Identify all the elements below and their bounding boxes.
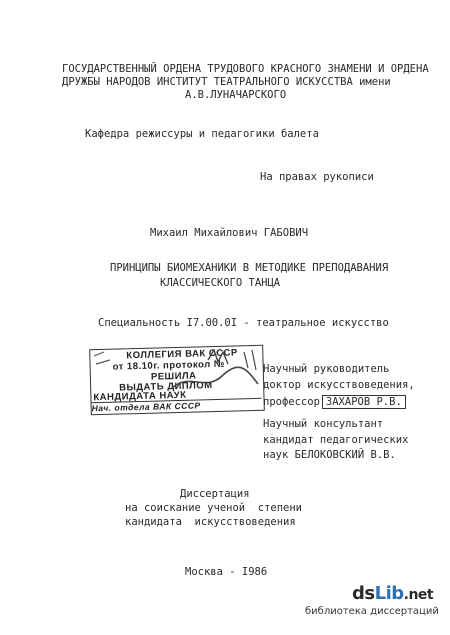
supervisor-title-line	[263, 396, 406, 408]
logo-ds-text: ds	[352, 583, 375, 604]
stamp-line-5: КАНДИДАТА НАУК	[93, 389, 187, 404]
stamp-line-4: ВЫДАТЬ ДИПЛОМ	[119, 380, 213, 394]
specialty-line: Специальность I7.00.0I - театральное искусство	[98, 317, 389, 329]
manuscript-rights-note: На правах рукописи	[260, 171, 374, 183]
consultant-degree: кандидат педагогических	[263, 434, 409, 446]
stamp-line-3: РЕШИЛА	[150, 370, 197, 383]
dslib-caption: библиотека диссертаций	[305, 606, 439, 617]
logo-net-text: .net	[403, 587, 434, 603]
institute-name-line-3: А.В.ЛУНАЧАРСКОГО	[185, 89, 287, 101]
dissertation-label: Диссертация	[180, 488, 250, 500]
dslib-logo[interactable]	[352, 583, 433, 605]
faint-handwriting-mark	[70, 10, 190, 24]
vak-approval-stamp	[89, 345, 265, 416]
author-name: Михаил Михайлович ГАБОВИЧ	[150, 227, 309, 239]
supervisor-name-box: ЗАХАРОВ Р.В.	[322, 395, 406, 409]
dissertation-degree-line: на соискание ученой степени	[125, 502, 303, 514]
consultant-role: Научный консультант	[263, 418, 384, 430]
department-name: Кафедра режиссуры и педагогики балета	[85, 128, 319, 140]
institute-name-line-1: ГОСУДАРСТВЕННЫЙ ОРДЕНА ТРУДОВОГО КРАСНОГО ЗНАМЕНИ И ОРДЕНА	[62, 63, 429, 75]
thesis-title-line-2: КЛАССИЧЕСКОГО ТАНЦА	[160, 277, 281, 289]
stamp-line-2: от 18.10г. протокол №	[112, 358, 226, 373]
supervisor-degree: доктор искусствоведения,	[263, 379, 415, 391]
stamp-line-6: Нач. отдела ВАК СССР	[92, 398, 262, 413]
institute-name-line-2: ДРУЖБЫ НАРОДОВ ИНСТИТУТ ТЕАТРАЛЬНОГО ИСКУССТВА имени	[62, 76, 391, 88]
stamp-line-1: КОЛЛЕГИЯ ВАК СССР	[126, 347, 238, 362]
city-and-year: Москва - I986	[185, 566, 268, 578]
logo-lib-text: Lib	[374, 583, 404, 604]
consultant-name-line: наук БЕЛОКОВСКИЙ В.В.	[263, 449, 396, 461]
thesis-title-line-1: ПРИНЦИПЫ БИОМЕХАНИКИ В МЕТОДИКЕ ПРЕПОДАВАНИЯ	[110, 262, 389, 274]
supervisor-role: Научный руководитель	[263, 363, 390, 375]
supervisor-title: профессор	[263, 396, 320, 408]
dissertation-field-line: кандидата искусствоведения	[125, 516, 296, 528]
